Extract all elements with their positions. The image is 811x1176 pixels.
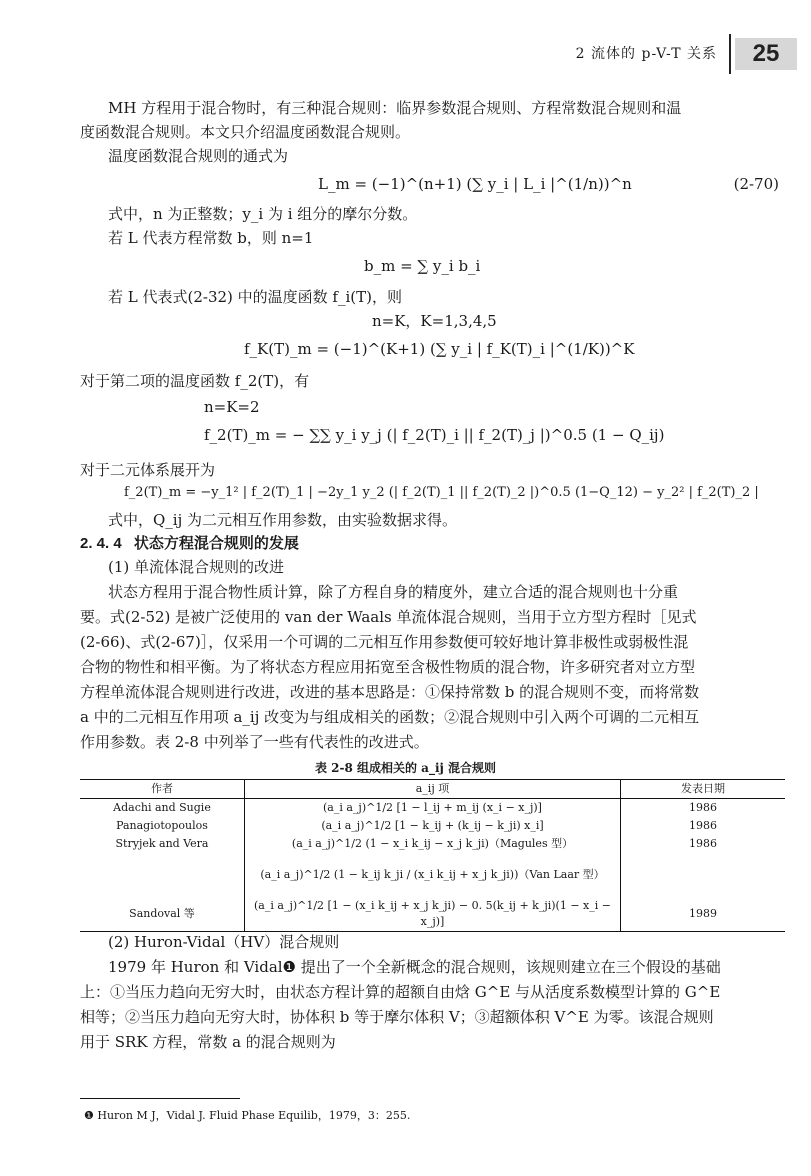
table-row	[80, 897, 785, 931]
date-cell: 1986	[689, 836, 717, 850]
paragraph-line: 上：①当压力趋向无穷大时，由状态方程计算的超额自由焓 G^E 与从活度系数模型计算的 G^E	[80, 983, 721, 1001]
date-cell: 1986	[689, 800, 717, 814]
paragraph-line: 式中，Q_ij 为二元相互作用参数，由实验数据求得。	[108, 511, 458, 529]
paragraph-line: 用于 SRK 方程，常数 a 的混合规则为	[80, 1033, 336, 1051]
paragraph-line: 1979 年 Huron 和 Vidal❶ 提出了一个全新概念的混合规则，该规则建立在三个假设的基础	[108, 958, 721, 976]
paragraph-line: 度函数混合规则。本文只介绍温度函数混合规则。	[80, 123, 411, 141]
subsection-heading: (2) Huron-Vidal（HV）混合规则	[108, 933, 340, 951]
term-cell: (a_i a_j)^1/2 (1 − x_i k_ij − x_j k_ji)（Magules 型）	[245, 835, 621, 853]
mixing-rules-table	[80, 779, 785, 932]
author-cell: Stryjek and Vera	[115, 836, 209, 850]
table-row	[80, 798, 785, 816]
date-cell: 1986	[689, 818, 717, 832]
equation-bm: b_m = ∑ y_i b_i	[364, 257, 481, 275]
paragraph-line: MH 方程用于混合物时，有三种混合规则：临界参数混合规则、方程常数混合规则和温	[108, 99, 682, 117]
author-cell: Panagiotopoulos	[116, 818, 208, 832]
paragraph-line: 相等；②当压力趋向无穷大时，协体积 b 等于摩尔体积 V；③超额体积 V^E 为零。该混合规则	[80, 1008, 714, 1026]
equation-fk: f_K(T)_m = (−1)^(K+1) (∑ y_i | f_K(T)_i |^(1/K))^K	[244, 340, 635, 358]
running-title: 2 流体的 p-V-T 关系	[575, 46, 717, 62]
header-divider	[729, 34, 731, 74]
column-header: a_ij 项	[245, 780, 621, 799]
table-header-row	[80, 780, 785, 799]
author-cell: Adachi and Sugie	[113, 800, 211, 814]
paragraph-line: 若 L 代表方程常数 b，则 n=1	[108, 229, 314, 247]
paragraph-line: 式中，n 为正整数；y_i 为 i 组分的摩尔分数。	[108, 205, 418, 223]
column-header: 发表日期	[621, 780, 786, 799]
paragraph-line: 方程单流体混合规则进行改进，改进的基本思路是：①保持常数 b 的混合规则不变，而将常数	[80, 683, 700, 701]
table-row	[80, 835, 785, 853]
subsection-heading: (1) 单流体混合规则的改进	[108, 558, 285, 576]
section-heading	[80, 533, 785, 555]
paragraph-line: 合物的物性和相平衡。为了将状态方程应用拓宽至含极性物质的混合物，许多研究者对立方型	[80, 658, 696, 676]
paragraph-line: 要。式(2-52) 是被广泛使用的 van der Waals 单流体混合规则，当用于立方型方程时［见式	[80, 608, 697, 626]
paragraph-line: 状态方程用于混合物性质计算，除了方程自身的精度外，建立合适的混合规则也十分重	[108, 583, 679, 601]
paragraph-line: 对于二元体系展开为	[80, 461, 216, 479]
term-cell: (a_i a_j)^1/2 [1 − l_ij + m_ij (x_i − x_j)]	[245, 798, 621, 816]
date-cell	[621, 853, 786, 897]
table-caption: 表 2-8 组成相关的 a_ij 混合规则	[314, 761, 497, 775]
paragraph-line: 对于第二项的温度函数 f_2(T)，有	[80, 372, 310, 390]
paragraph-line: (2-66)、式(2-67)］，仅采用一个可调的二元相互作用参数便可较好地计算非极性或弱极性混	[80, 633, 689, 651]
paragraph-line: 若 L 代表式(2-32) 中的温度函数 f_i(T)，则	[108, 288, 402, 306]
term-cell: (a_i a_j)^1/2 [1 − k_ij + (k_ij − k_ji) x_i]	[245, 817, 621, 835]
equation-number: (2-70)	[733, 175, 779, 193]
author-cell: Sandoval 等	[80, 897, 245, 931]
paragraph-line: a 中的二元相互作用项 a_ij 改变为与组成相关的函数；②混合规则中引入两个可调的二元相互	[80, 708, 700, 726]
term-cell: (a_i a_j)^1/2 (1 − k_ij k_ji / (x_i k_ij + x_j k_ji))（Van Laar 型）	[245, 853, 621, 897]
section-number: 2. 4. 4	[80, 535, 122, 552]
section-title: 状态方程混合规则的发展	[133, 535, 299, 552]
paragraph-line: 温度函数混合规则的通式为	[108, 147, 289, 165]
footnote-divider	[80, 1098, 240, 1099]
author-cell	[80, 853, 245, 897]
paragraph-line: 作用参数。表 2-8 中列举了一些有代表性的改进式。	[80, 733, 429, 751]
equation-n-k: n=K，K=1,3,4,5	[372, 312, 497, 330]
column-header: 作者	[80, 780, 245, 799]
equation-f2: f_2(T)_m = − ∑∑ y_i y_j (| f_2(T)_i || f_2(T)_j |)^0.5 (1 − Q_ij)	[204, 426, 665, 444]
table-row	[80, 817, 785, 835]
equation-2-70: L_m = (−1)^(n+1) (∑ y_i | L_i |^(1/n))^n	[318, 175, 632, 193]
equation-f2-binary: f_2(T)_m = −y_1² | f_2(T)_1 | −2y_1 y_2 (| f_2(T)_1 || f_2(T)_2 |)^0.5 (1−Q_12) − y_2² | f_2(T)_2 |	[124, 485, 759, 500]
page-number: 25	[735, 38, 797, 70]
equation-n-k-2: n=K=2	[204, 398, 260, 416]
table-row	[80, 853, 785, 897]
term-cell: (a_i a_j)^1/2 [1 − (x_i k_ij + x_j k_ji) − 0. 5(k_ij + k_ji)(1 − x_i − x_j)]	[245, 897, 621, 931]
footnote: ❶ Huron M J，Vidal J. Fluid Phase Equilib，1979，3：255.	[84, 1109, 411, 1122]
date-cell: 1989	[621, 897, 786, 931]
